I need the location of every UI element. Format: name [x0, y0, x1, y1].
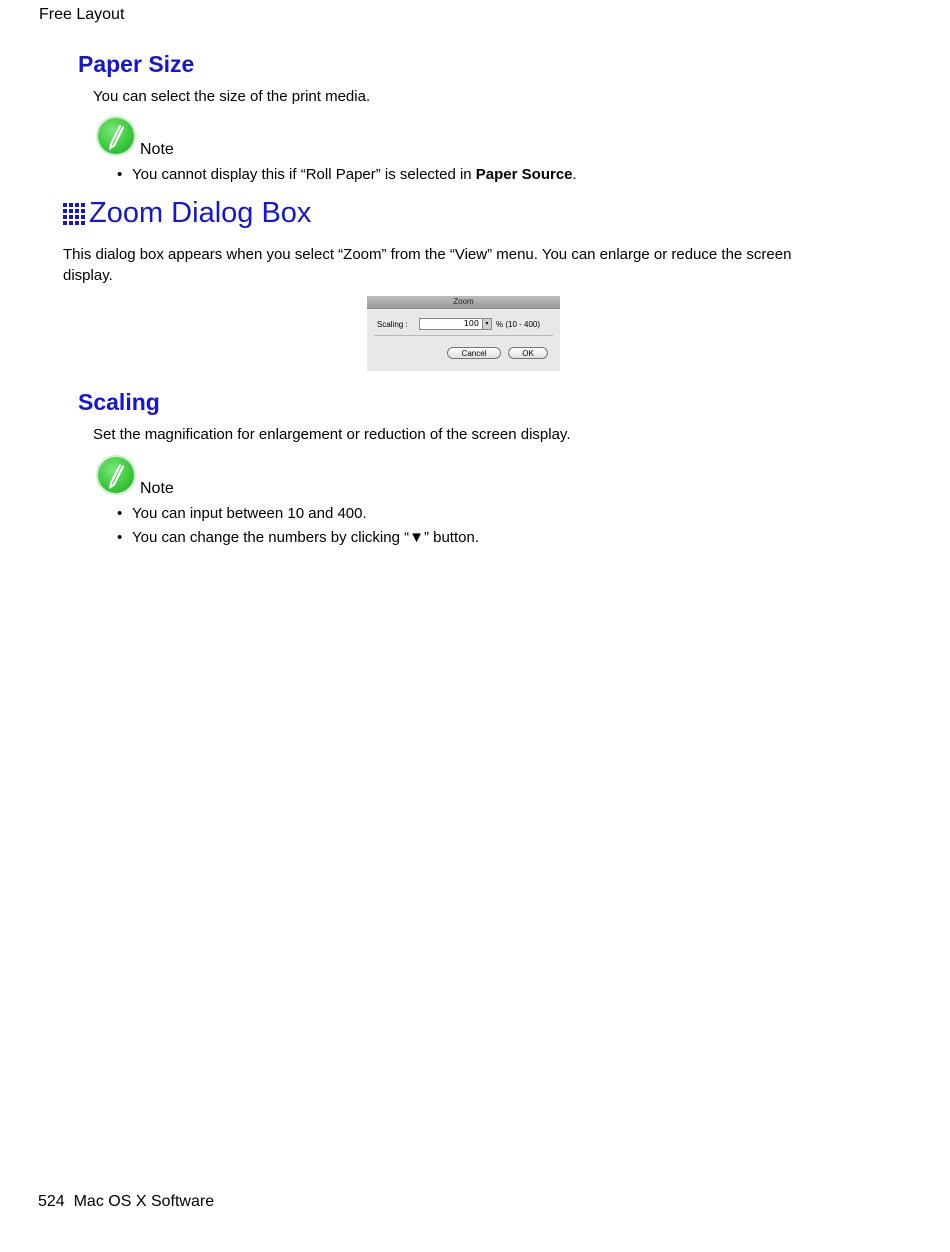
zoom-description-line1: This dialog box appears when you select “Zoom” from the “View” menu. You can enlarge or reduce the screen: [63, 246, 792, 263]
scaling-heading: Scaling: [78, 389, 160, 415]
paper-size-description: You can select the size of the print media.: [93, 88, 371, 105]
note-pencil-icon: [98, 118, 134, 154]
footer-section: Mac OS X Software: [73, 1193, 215, 1210]
scaling-description: Set the magnification for enlargement or reduction of the screen display.: [93, 426, 571, 443]
paper-size-note-list: [117, 163, 577, 187]
note-item: • You can change the numbers by clicking “▼” button.: [117, 526, 479, 550]
note-text: You cannot display this if “Roll Paper” is selected in: [132, 166, 476, 183]
note-item: [117, 163, 577, 187]
paper-size-heading: Paper Size: [78, 51, 195, 77]
note-label: Note: [140, 480, 174, 497]
note-item: • You can input between 10 and 400.: [117, 502, 479, 526]
scaling-note-list: [117, 502, 479, 549]
section-grid-icon: [63, 203, 85, 225]
scaling-dropdown-icon: ▾: [482, 318, 492, 330]
zoom-dialog-heading: Zoom Dialog Box: [89, 197, 312, 229]
scaling-input: 100: [419, 318, 483, 330]
zoom-dialog-screenshot: [367, 296, 560, 371]
scaling-range: % (10 - 400): [496, 320, 541, 329]
note-suffix: .: [572, 166, 577, 183]
note-label: Note: [140, 141, 174, 158]
dialog-title: Zoom: [367, 296, 560, 309]
paper-source-term: Paper Source: [475, 166, 573, 183]
zoom-description-line2: display.: [63, 267, 113, 284]
ok-button: OK: [508, 347, 548, 359]
page-footer: [38, 1193, 214, 1211]
note-pencil-icon: [98, 457, 134, 493]
scaling-label: Scaling :: [377, 320, 408, 329]
running-head: Free Layout: [39, 6, 125, 23]
cancel-button: Cancel: [447, 347, 501, 359]
page-number: 524: [38, 1193, 65, 1210]
dialog-divider: [374, 335, 553, 336]
